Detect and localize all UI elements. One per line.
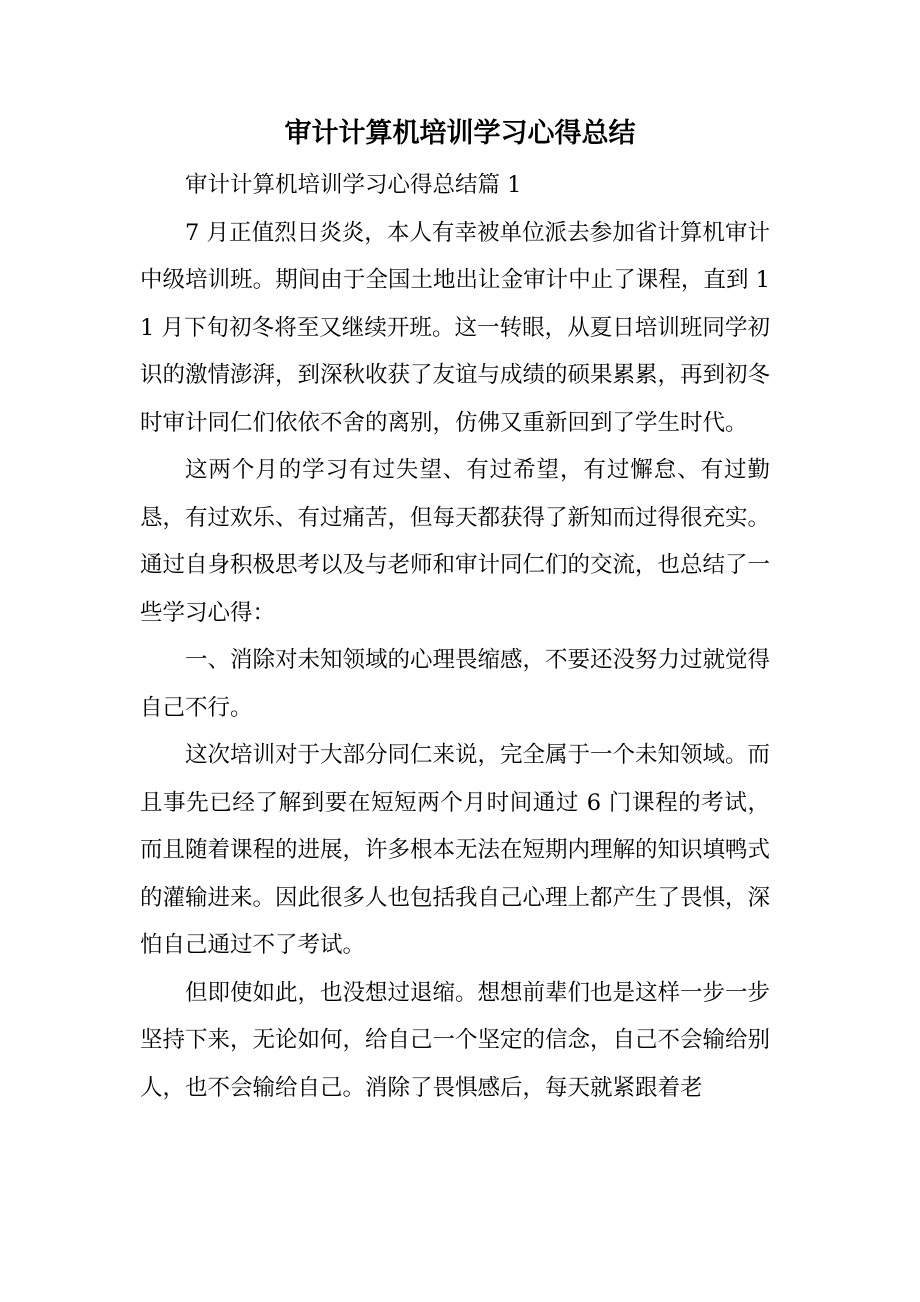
paragraph-perseverance: 但即使如此，也没想过退缩。想想前辈们也是这样一步一步坚持下来，无论如何，给自己一个坚定的信念，自己不会输给别人，也不会输给自己。消除了畏惧感后，每天就紧跟着老 — [140, 979, 771, 1101]
paragraph-training-detail: 这次培训对于大部分同仁来说，完全属于一个未知领域。而且事先已经了解到要在短短两个月时间通过 6 门课程的考试，而且随着课程的进展，许多根本无法在短期内理解的知识填鸭式的灌输进来。因此很多人也包括我自己心理上都产生了畏惧，深怕自己通过不了考试。 — [140, 742, 771, 958]
paragraph-intro: 7 月正值烈日炎炎，本人有幸被单位派去参加省计算机审计中级培训班。期间由于全国土地出让金审计中止了课程，直到 11 月下旬初冬将至又继续开班。这一转眼，从夏日培训班同学初识的激情澎湃，到深秋收获了友谊与成绩的硕果累累，再到初冬时审计同仁们依依不舍的离别，仿佛又重新回到了学生时代。 — [140, 219, 771, 436]
paragraph-point-one: 一、消除对未知领域的心理畏缩感，不要还没努力过就觉得自己不行。 — [140, 647, 771, 721]
document-title: 审计计算机培训学习心得总结 — [284, 118, 636, 149]
paragraph-experience: 这两个月的学习有过失望、有过希望，有过懈怠、有过勤恳，有过欢乐、有过痛苦，但每天都获得了新知而过得很充实。通过自身积极思考以及与老师和审计同仁们的交流，也总结了一些学习心得： — [140, 457, 771, 626]
document-body — [140, 162, 770, 1112]
paragraph-section-heading: 审计计算机培训学习心得总结篇 1 — [185, 172, 522, 198]
